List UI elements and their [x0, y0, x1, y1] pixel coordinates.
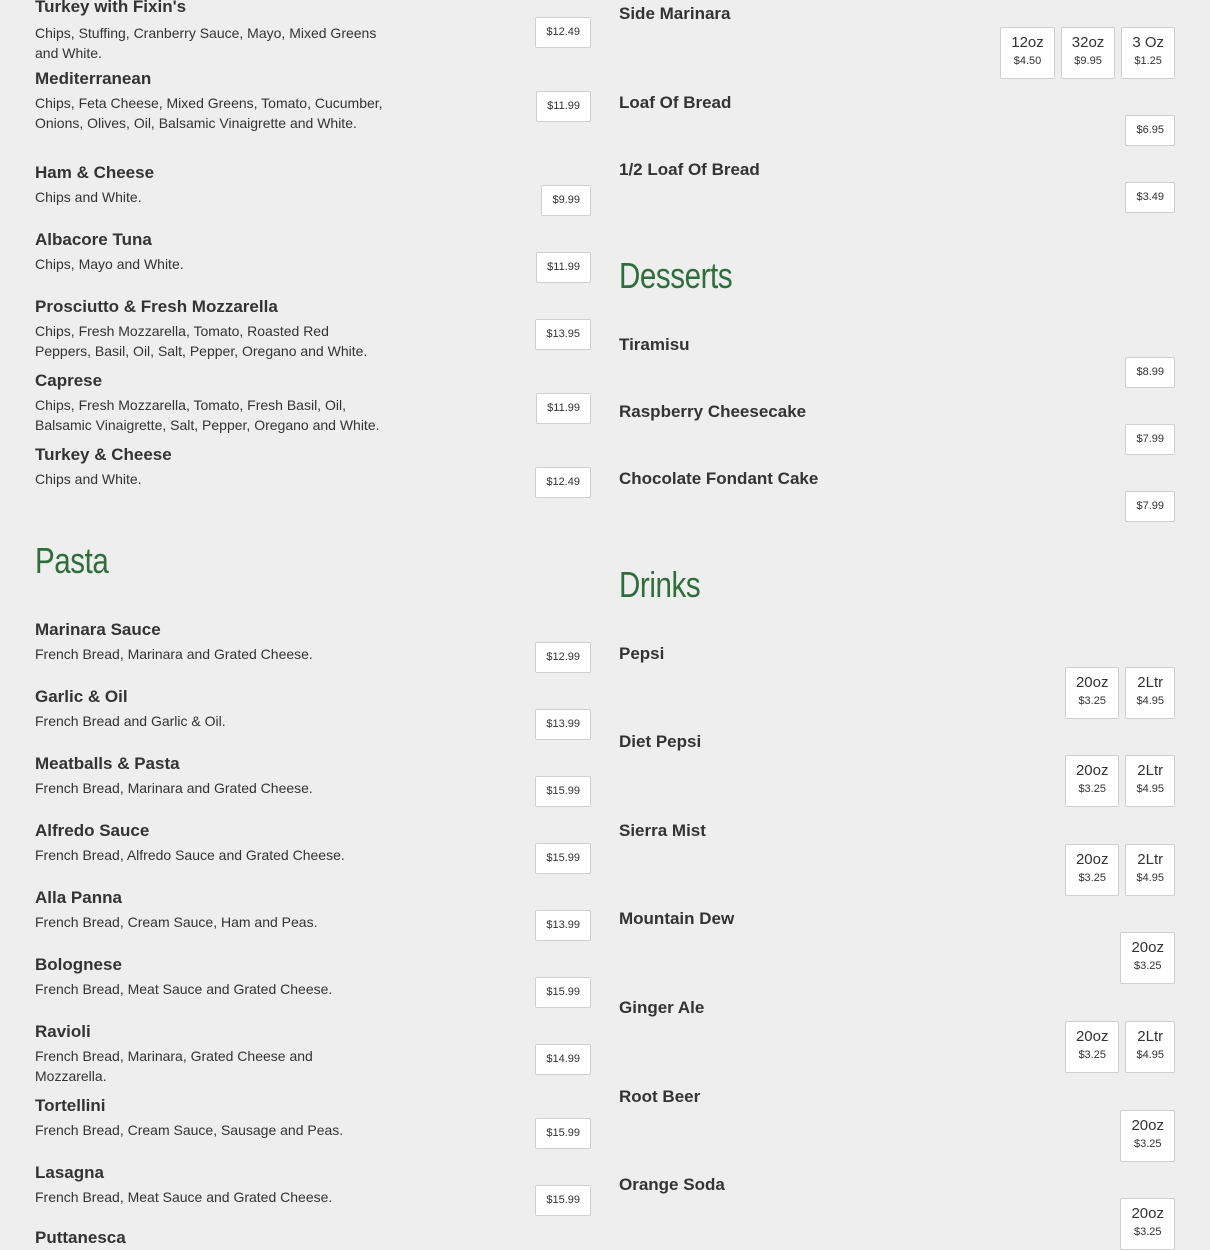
menu-item: [35, 163, 591, 207]
size-price: $3.25: [1133, 960, 1162, 972]
item-description: Chips and White.: [35, 471, 142, 487]
size-price: $4.50: [1013, 55, 1042, 67]
item-description: Chips and White.: [35, 189, 142, 205]
item-name: Alfredo Sauce: [35, 821, 150, 840]
size-price: $4.95: [1136, 872, 1164, 884]
menu-item: [619, 732, 1175, 795]
menu-item: [619, 909, 1175, 972]
menu-item: [35, 230, 591, 274]
item-name: Lasagna: [35, 1163, 104, 1182]
menu-item: [619, 821, 1175, 884]
item-name: Root Beer: [619, 1087, 701, 1106]
item-name: Loaf Of Bread: [619, 93, 732, 112]
size-option-button[interactable]: [1125, 844, 1175, 896]
size-label: 2Ltr: [1137, 851, 1164, 868]
size-option-button[interactable]: [1065, 755, 1120, 807]
size-label: 2Ltr: [1137, 762, 1164, 779]
size-option-button[interactable]: [1065, 667, 1120, 719]
size-price: $1.25: [1134, 55, 1162, 67]
price-button[interactable]: $7.99: [1125, 424, 1175, 455]
section-title-pasta: Pasta: [35, 540, 109, 581]
price-button[interactable]: $11.99: [536, 91, 591, 122]
item-description: French Bread, Cream Sauce, Ham and Peas.: [35, 914, 318, 930]
menu-item: [35, 1163, 591, 1207]
item-name: Meatballs & Pasta: [35, 754, 180, 773]
section-title-drinks: Drinks: [619, 564, 701, 605]
size-price: $9.95: [1074, 55, 1102, 67]
size-label: 12oz: [1011, 34, 1044, 51]
menu-item: [619, 1175, 1175, 1238]
size-label: 20oz: [1131, 1117, 1164, 1134]
item-name: Pepsi: [619, 644, 665, 663]
size-option-button[interactable]: [1125, 755, 1175, 807]
price-button[interactable]: $12.99: [535, 642, 591, 673]
item-name: Ginger Ale: [619, 998, 705, 1017]
menu-item: [35, 620, 591, 664]
item-description: Chips, Fresh Mozzarella, Tomato, Roasted Red Peppers, Basil, Oil, Salt, Pepper, Oregano and White.: [35, 323, 368, 359]
size-label: 2Ltr: [1137, 1028, 1164, 1045]
price-button[interactable]: $7.99: [1125, 491, 1175, 522]
item-description: Chips, Stuffing, Cranberry Sauce, Mayo, Mixed Greens and White.: [35, 25, 377, 61]
item-name: Puttanesca: [35, 1228, 126, 1247]
size-price: $3.25: [1133, 1226, 1162, 1238]
price-button[interactable]: $13.95: [535, 319, 591, 350]
menu-item: [35, 0, 591, 63]
size-label: 20oz: [1131, 939, 1164, 956]
size-option-button[interactable]: [1061, 27, 1116, 79]
item-name: Turkey with Fixin's: [35, 0, 187, 16]
menu-item: [35, 1096, 591, 1140]
price-button[interactable]: $15.99: [535, 977, 591, 1008]
size-options: [1065, 1021, 1175, 1073]
menu-item: [35, 955, 591, 999]
size-price: $3.25: [1078, 1049, 1106, 1061]
size-label: 32oz: [1071, 34, 1105, 51]
size-options: [1065, 667, 1175, 719]
size-option-button[interactable]: [1120, 1198, 1175, 1250]
item-description: French Bread, Marinara, Grated Cheese and Mozzarella.: [35, 1048, 313, 1084]
item-description: French Bread, Alfredo Sauce and Grated Cheese.: [35, 847, 345, 863]
item-name: Alla Panna: [35, 888, 122, 907]
size-option-button[interactable]: [1065, 844, 1120, 896]
size-options: [1065, 755, 1175, 807]
size-label: 20oz: [1131, 1205, 1164, 1222]
item-name: Garlic & Oil: [35, 687, 128, 706]
menu-item: [35, 1022, 591, 1086]
item-name: Prosciutto & Fresh Mozzarella: [35, 297, 278, 316]
size-price: $3.25: [1133, 1138, 1162, 1150]
menu-item: [619, 93, 1175, 136]
menu-item: [619, 160, 1175, 203]
menu-item: [35, 69, 591, 133]
size-label: 20oz: [1075, 851, 1109, 868]
size-options: [1065, 844, 1175, 896]
item-name: Turkey & Cheese: [35, 445, 172, 464]
menu-item: [35, 821, 591, 865]
price-button[interactable]: $3.49: [1125, 182, 1175, 213]
size-price: $4.95: [1136, 1049, 1164, 1061]
menu-item: [35, 888, 591, 932]
item-description: French Bread, Meat Sauce and Grated Cheese.: [35, 1189, 333, 1205]
item-description: Chips, Mayo and White.: [35, 256, 184, 272]
size-label: 2Ltr: [1137, 674, 1164, 691]
item-name: Tortellini: [35, 1096, 106, 1115]
menu-item: [35, 445, 591, 489]
item-description: Chips, Feta Cheese, Mixed Greens, Tomato, Cucumber, Onions, Olives, Oil, Balsamic Vinaigrette and White.: [35, 95, 383, 131]
menu-item: [35, 297, 591, 361]
item-name: 1/2 Loaf Of Bread: [619, 160, 760, 179]
price-button[interactable]: $11.99: [536, 252, 591, 283]
menu-item: [35, 687, 591, 731]
size-option-button[interactable]: [1121, 27, 1175, 79]
size-option-button[interactable]: [1125, 1021, 1175, 1073]
price-button[interactable]: $9.99: [541, 185, 591, 216]
menu-item: [619, 998, 1175, 1061]
menu-item: [619, 1087, 1175, 1150]
item-description: French Bread, Cream Sauce, Sausage and Peas.: [35, 1122, 344, 1138]
price-button[interactable]: $13.99: [535, 709, 591, 740]
size-options: [1120, 932, 1175, 984]
menu-item: [35, 754, 591, 798]
item-description: French Bread and Garlic & Oil.: [35, 713, 226, 729]
size-price: $3.25: [1078, 695, 1106, 707]
price-button[interactable]: $8.99: [1125, 357, 1175, 388]
item-name: Ravioli: [35, 1022, 91, 1041]
size-option-button[interactable]: [1120, 932, 1175, 984]
section-title-desserts: Desserts: [619, 255, 733, 296]
size-option-button[interactable]: [1125, 667, 1175, 719]
size-price: $3.25: [1078, 872, 1106, 884]
item-name: Ham & Cheese: [35, 163, 155, 182]
price-button[interactable]: $12.49: [535, 17, 591, 48]
item-name: Diet Pepsi: [619, 732, 702, 751]
price-button[interactable]: $6.95: [1125, 115, 1175, 146]
item-name: Mediterranean: [35, 69, 152, 88]
menu-item: [619, 335, 1175, 378]
item-name: Side Marinara: [619, 4, 731, 23]
size-options: [1000, 27, 1175, 79]
menu-item: [35, 371, 591, 435]
size-option-button[interactable]: [1000, 27, 1055, 79]
price-button[interactable]: $11.99: [536, 393, 591, 424]
size-options: [1120, 1110, 1175, 1162]
size-label: 20oz: [1075, 674, 1109, 691]
size-options: [1120, 1198, 1175, 1250]
size-label: 20oz: [1075, 762, 1109, 779]
item-name: Marinara Sauce: [35, 620, 161, 639]
price-button[interactable]: $15.99: [535, 1118, 591, 1149]
price-button[interactable]: $13.99: [535, 910, 591, 941]
size-option-button[interactable]: [1120, 1110, 1175, 1162]
item-name: Caprese: [35, 371, 103, 390]
size-price: $4.95: [1136, 695, 1164, 707]
menu-item: [619, 469, 1175, 512]
price-button[interactable]: $15.99: [535, 843, 591, 874]
size-price: $3.25: [1078, 783, 1106, 795]
menu-item: [619, 402, 1175, 445]
item-name: Bolognese: [35, 955, 122, 974]
item-description: French Bread, Marinara and Grated Cheese.: [35, 646, 313, 662]
menu-item: [619, 4, 1175, 67]
price-button[interactable]: $15.99: [535, 1185, 591, 1216]
size-label: 3 Oz: [1132, 34, 1164, 51]
size-label: 20oz: [1075, 1028, 1109, 1045]
item-description: Chips, Fresh Mozzarella, Tomato, Fresh Basil, Oil, Balsamic Vinaigrette, Salt, Pepper, Oregano and White.: [35, 397, 380, 433]
price-button[interactable]: $14.99: [535, 1044, 591, 1075]
item-name: Orange Soda: [619, 1175, 725, 1194]
price-button[interactable]: $12.49: [535, 467, 591, 498]
item-name: Tiramisu: [619, 335, 690, 354]
size-price: $4.95: [1136, 783, 1164, 795]
item-description: French Bread, Marinara and Grated Cheese.: [35, 780, 313, 796]
menu-item: [619, 644, 1175, 707]
item-name: Chocolate Fondant Cake: [619, 469, 819, 488]
item-name: Albacore Tuna: [35, 230, 152, 249]
item-name: Raspberry Cheesecake: [619, 402, 807, 421]
item-name: Sierra Mist: [619, 821, 706, 840]
size-option-button[interactable]: [1065, 1021, 1120, 1073]
item-description: French Bread, Meat Sauce and Grated Cheese.: [35, 981, 333, 997]
price-button[interactable]: $15.99: [535, 776, 591, 807]
item-name: Mountain Dew: [619, 909, 735, 928]
menu-item: [35, 1228, 591, 1248]
